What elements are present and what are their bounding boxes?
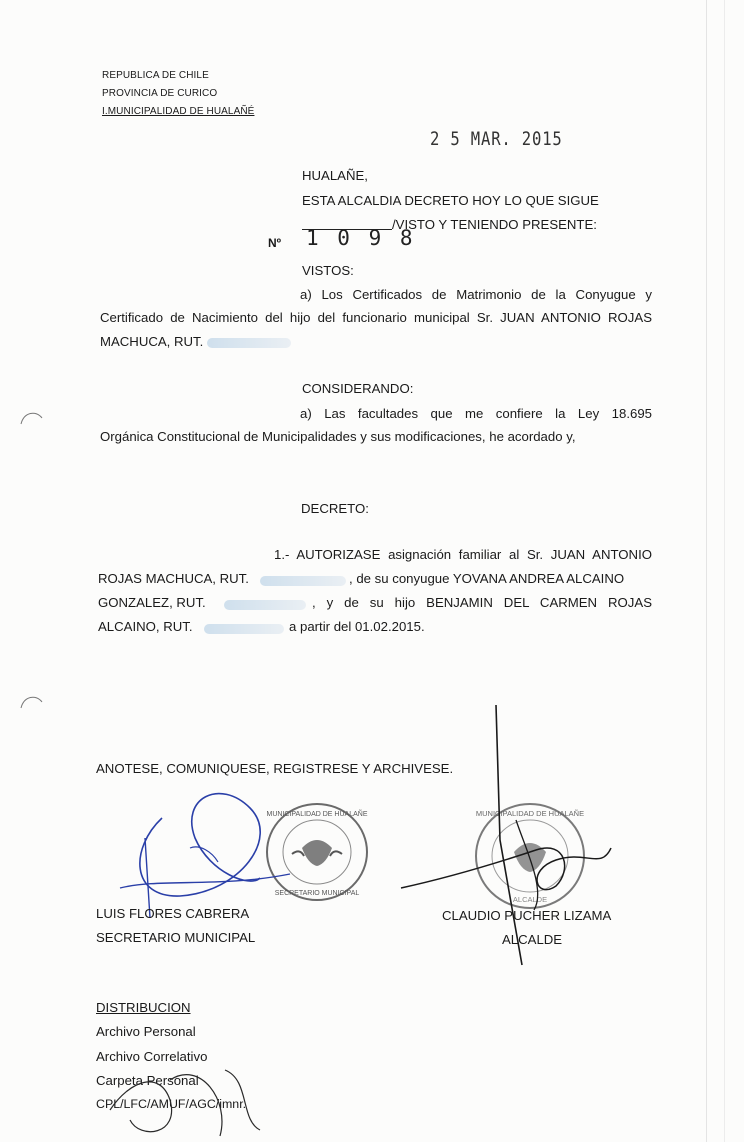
distribution-item: Carpeta Personal bbox=[96, 1073, 199, 1088]
decree-intro-line: ESTA ALCALDIA DECRETO HOY LO QUE SIGUE bbox=[302, 193, 599, 208]
considerando-a-line2: Orgánica Constitucional de Municipalidades y sus modificaciones, he acordado y, bbox=[100, 429, 576, 444]
distribution-item: CPL/LFC/AMUF/AGC/imnr. bbox=[96, 1097, 247, 1111]
vistos-a-line3 bbox=[100, 334, 291, 349]
redacted-rut bbox=[260, 576, 346, 586]
decreto-p1-line4-b: a partir del 01.02.2015. bbox=[289, 619, 425, 634]
redacted-rut bbox=[207, 338, 291, 348]
svg-text:ALCALDE: ALCALDE bbox=[512, 895, 548, 904]
distribution-heading: DISTRIBUCION bbox=[96, 1000, 191, 1015]
secretary-title: SECRETARIO MUNICIPAL bbox=[96, 930, 256, 945]
redacted-rut bbox=[224, 600, 306, 610]
closing-line: ANOTESE, COMUNIQUESE, REGISTRESE Y ARCHIVESE. bbox=[96, 761, 454, 776]
considerando-a-line1: a) Las facultades que me confiere la Ley 18.695 bbox=[300, 406, 652, 421]
vistos-rut-label: MACHUCA, RUT. bbox=[100, 334, 204, 349]
decreto-p1-line4-a: ALCAINO, RUT. bbox=[98, 619, 193, 634]
visto-line: /VISTO Y TENIENDO PRESENTE: bbox=[392, 217, 597, 232]
vistos-a-line2: Certificado de Nacimiento del hijo del funcionario municipal Sr. JUAN ANTONIO ROJAS bbox=[100, 310, 652, 325]
page-edge-line bbox=[706, 0, 707, 1142]
decreto-p1-line2-b: , de su conyugue YOVANA ANDREA ALCAINO bbox=[349, 571, 625, 586]
vistos-heading: VISTOS: bbox=[302, 263, 354, 278]
header-country: REPUBLICA DE CHILE bbox=[102, 70, 209, 81]
distribution-item: Archivo Personal bbox=[96, 1024, 196, 1039]
mayor-name: CLAUDIO PUCHER LIZAMA bbox=[442, 908, 612, 923]
distribution-item: Archivo Correlativo bbox=[96, 1049, 208, 1064]
secretary-name: LUIS FLORES CABRERA bbox=[96, 906, 250, 921]
decreto-heading: DECRETO: bbox=[301, 501, 369, 516]
svg-text:MUNICIPALIDAD DE HUALAÑE: MUNICIPALIDAD DE HUALAÑE bbox=[475, 809, 585, 818]
header-municipality: I.MUNICIPALIDAD DE HUALAÑÉ bbox=[102, 106, 255, 117]
svg-text:MUNICIPALIDAD DE HUALAÑE: MUNICIPALIDAD DE HUALAÑE bbox=[266, 811, 368, 818]
number-prefix: Nº bbox=[268, 236, 282, 250]
punch-hole-mark bbox=[16, 404, 46, 434]
svg-text:SECRETARIO MUNICIPAL: SECRETARIO MUNICIPAL bbox=[274, 890, 360, 897]
decreto-p1-line3-b: , y de su hijo BENJAMIN DEL CARMEN ROJAS bbox=[312, 595, 652, 610]
initial-scribble bbox=[100, 1040, 270, 1142]
mayor-title: ALCALDE bbox=[502, 932, 563, 947]
decree-number: 1 0 9 8 bbox=[306, 226, 416, 250]
decreto-p1-line1: 1.- AUTORIZASE asignación familiar al Sr. JUAN ANTONIO bbox=[274, 547, 652, 562]
decreto-p1-line3-a: GONZALEZ, RUT. bbox=[98, 595, 206, 610]
decreto-p1-line2-a: ROJAS MACHUCA, RUT. bbox=[98, 571, 249, 586]
date-stamp: 2 5 MAR. 2015 bbox=[430, 128, 563, 150]
header-province: PROVINCIA DE CURICO bbox=[102, 88, 218, 99]
mayor-signature bbox=[396, 700, 626, 970]
vistos-a-line1: a) Los Certificados de Matrimonio de la Conyugue y bbox=[300, 287, 652, 302]
page-edge-line bbox=[724, 0, 725, 1142]
redacted-rut bbox=[204, 624, 284, 634]
considerando-heading: CONSIDERANDO: bbox=[302, 381, 414, 396]
punch-hole-mark bbox=[16, 688, 46, 718]
place-line: HUALAÑE, bbox=[302, 168, 368, 183]
